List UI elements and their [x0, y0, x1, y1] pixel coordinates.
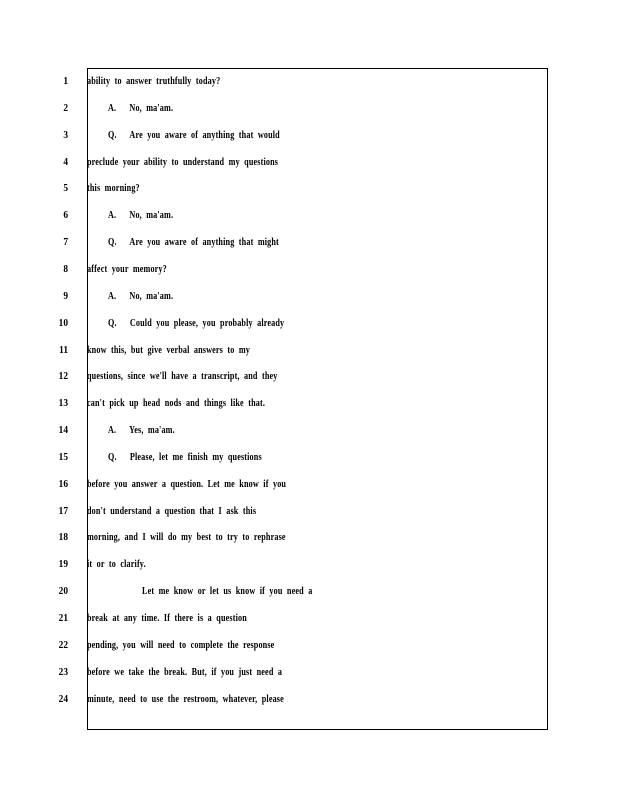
transcript-line: [0, 424, 618, 444]
line-text: A. Yes, ma'am.: [108, 424, 175, 437]
line-text: minute, need to use the restroom, whatever, please: [87, 692, 284, 705]
line-text: Q. Are you aware of anything that would: [108, 128, 280, 141]
line-number: 2: [63, 101, 68, 114]
line-number: 6: [63, 209, 68, 222]
line-number: 20: [58, 585, 68, 598]
line-text: can't pick up head nods and things like that.: [87, 397, 266, 410]
line-number: 19: [58, 558, 68, 571]
line-number: 5: [63, 182, 68, 195]
line-number: 16: [58, 477, 68, 490]
line-number: 1: [63, 75, 68, 87]
line-text: know this, but give verbal answers to my: [87, 343, 251, 356]
transcript-line: [0, 397, 618, 417]
transcript-line: [0, 531, 618, 551]
line-text: Q. Please, let me finish my questions: [108, 450, 262, 463]
line-number: 17: [58, 504, 68, 517]
line-number: 12: [58, 370, 68, 383]
line-text: questions, since we'll have a transcript, and they: [87, 370, 278, 383]
transcript-line: [0, 102, 618, 122]
line-number: 14: [58, 424, 68, 437]
transcript-line: [0, 666, 618, 686]
line-number: 10: [58, 316, 68, 329]
transcript-line: [0, 585, 618, 605]
line-number: 9: [63, 289, 68, 302]
line-number: 11: [59, 343, 68, 356]
transcript-line: [0, 344, 618, 364]
line-number: 3: [63, 128, 68, 141]
transcript-line: [0, 209, 618, 229]
transcript-line: [0, 370, 618, 390]
line-number: 23: [58, 665, 68, 678]
line-text: morning, and I will do my best to try to rephrase: [87, 531, 286, 544]
line-text: ability to answer truthfully today?: [87, 75, 221, 87]
transcript-line: [0, 478, 618, 498]
transcript-line: [0, 639, 618, 659]
line-text: before we take the break. But, if you just need a: [87, 665, 283, 678]
transcript-line: [0, 263, 618, 283]
line-text: don't understand a question that I ask this: [87, 504, 257, 517]
transcript-line: [0, 505, 618, 525]
line-number: 15: [58, 450, 68, 463]
line-text: preclude your ability to understand my questions: [87, 155, 279, 168]
transcript-line: [0, 558, 618, 578]
transcript-line: [0, 451, 618, 471]
transcript-line: [0, 182, 618, 202]
line-number: 8: [63, 262, 68, 275]
line-number: 24: [58, 692, 68, 705]
line-number: 22: [58, 638, 68, 651]
line-number: 13: [58, 397, 68, 410]
line-text: Let me know or let us know if you need a: [142, 585, 313, 598]
line-number: 21: [58, 612, 68, 624]
line-text: before you answer a question. Let me know if you: [87, 477, 287, 490]
line-text: A. No, ma'am.: [108, 209, 174, 222]
line-text: break at any time. If there is a question: [87, 612, 247, 624]
line-text: it or to clarify.: [87, 558, 146, 571]
line-text: A. No, ma'am.: [108, 101, 174, 114]
transcript-line: [0, 317, 618, 337]
line-text: Q. Could you please, you probably already: [108, 316, 285, 329]
transcript-line: [0, 612, 618, 632]
line-text: this morning?: [87, 182, 140, 195]
line-text: Q. Are you aware of anything that might: [108, 236, 279, 249]
transcript-line: [0, 129, 618, 149]
line-number: 4: [63, 155, 68, 168]
line-number: 18: [58, 531, 68, 544]
transcript-line: [0, 156, 618, 176]
line-number: 7: [63, 236, 68, 249]
line-text: pending, you will need to complete the response: [87, 638, 275, 651]
transcript-line: [0, 290, 618, 310]
transcript-line: [0, 693, 618, 713]
line-text: A. No, ma'am.: [108, 289, 174, 302]
line-text: affect your memory?: [87, 262, 167, 275]
transcript-line: [0, 75, 618, 95]
transcript-line: [0, 236, 618, 256]
